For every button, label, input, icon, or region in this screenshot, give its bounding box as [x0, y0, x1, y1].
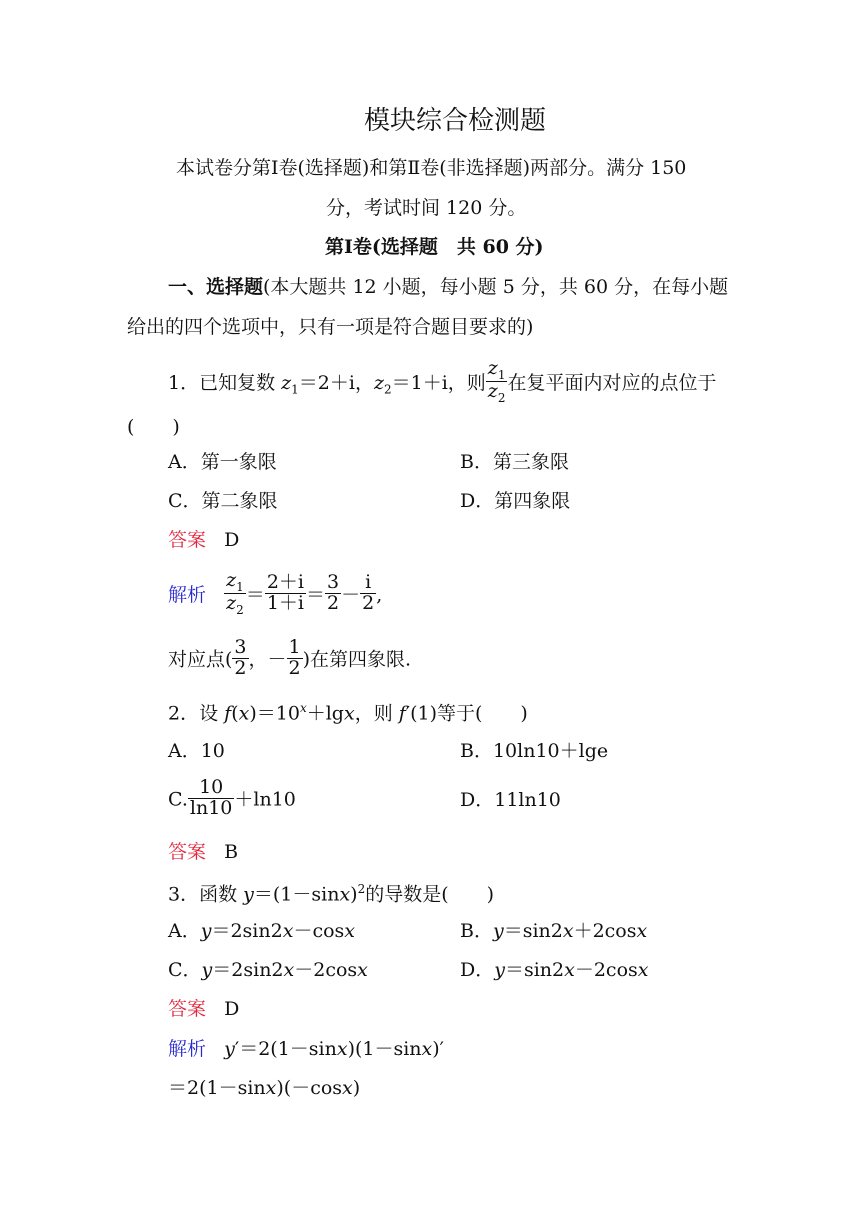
q3-analysis-2: ＝2(1－sinx)(－cosx) — [168, 1077, 361, 1099]
part-desc-2: 给出的四个选项中，只有一项是符合题目要求的) — [127, 316, 534, 338]
q1-option-d: D．第四象限 — [460, 490, 571, 512]
q1-answer: D — [224, 529, 240, 551]
q3-analysis-1: 解析 y′＝2(1－sinx)(1－sinx)′ — [168, 1038, 444, 1060]
q2-number: 2． — [168, 702, 200, 725]
part-heading — [168, 278, 728, 297]
q3-option-a: A．y＝2sin2x－cosx — [168, 920, 355, 942]
q1-option-a: A．第一象限 — [168, 451, 277, 473]
q3-stem: 3．函数 $y=(1-\sin x)^2$的导数是( ) — [168, 882, 495, 906]
q1-option-b: B．第三象限 — [460, 451, 569, 473]
q3-option-b: B．y＝sin2x＋2cosx — [460, 920, 648, 942]
q2-option-d: D．11ln10 — [460, 789, 561, 811]
part-desc-1: (本大题共 12 小题，每小题 5 分，共 60 分，在每小题 — [263, 276, 729, 298]
q3-option-d: D．y＝sin2x－2cosx — [460, 959, 649, 981]
intro-line-1: 本试卷分第Ⅰ卷(选择题)和第Ⅱ卷(非选择题)两部分。满分 150 — [176, 157, 687, 179]
q1-stem-a: 已知复数 — [199, 371, 282, 394]
q1-paren: ( ) — [127, 416, 180, 438]
section-title: 第Ⅰ卷(选择题 共 60 分) — [325, 236, 544, 258]
answer-label: 答案 — [168, 529, 207, 551]
q3-number: 3． — [168, 883, 200, 906]
analysis-label: 解析 — [168, 583, 207, 606]
q3-option-c: C．y＝2sin2x－2cosx — [168, 959, 368, 981]
q3-answer: D — [224, 998, 240, 1020]
q1-option-c: C．第二象限 — [168, 490, 278, 512]
q1-point: 对应点( $\frac{3}{2}$ ，－ $\frac{1}{2}$ )在第四象限. — [168, 636, 412, 679]
q2-answer: B — [224, 841, 239, 863]
q1-stem: 1．已知复数 $z_1=2+i$，$z_2=1+i$，则 $\frac{z_1}{z_2}$ 在复平面内对应的点位于 — [168, 357, 717, 406]
q2-stem: 2．设 $f(x)=10^x+\lg x$，则 f′(1)等于( ) — [168, 701, 528, 725]
q2-option-c: C. $\frac{10}{\ln 10}$ ＋ln10 — [168, 776, 296, 819]
q3-answer-row: 答案 D — [168, 998, 240, 1020]
intro-line-2: 分，考试时间 120 分。 — [326, 197, 527, 219]
q2-answer-row: 答案 B — [168, 841, 239, 863]
q1-answer-row — [168, 531, 239, 550]
part-label: 一、选择题 — [168, 276, 264, 298]
q1-fraction: $\frac{z_1}{z_2}$ — [487, 357, 506, 406]
q1-number: 1． — [168, 371, 200, 394]
page-title: 模块综合检测题 — [364, 106, 547, 136]
q1-analysis: 解析 $\frac{z_1}{z_2}$ ＝ $\frac{2+i}{1+i}$ ＝ $\frac{3}{2}$ － $\frac{i}{2}$ , — [168, 569, 383, 618]
q2-option-a: A．10 — [168, 740, 225, 762]
q2-option-b: B．10ln10＋lge — [460, 740, 609, 762]
